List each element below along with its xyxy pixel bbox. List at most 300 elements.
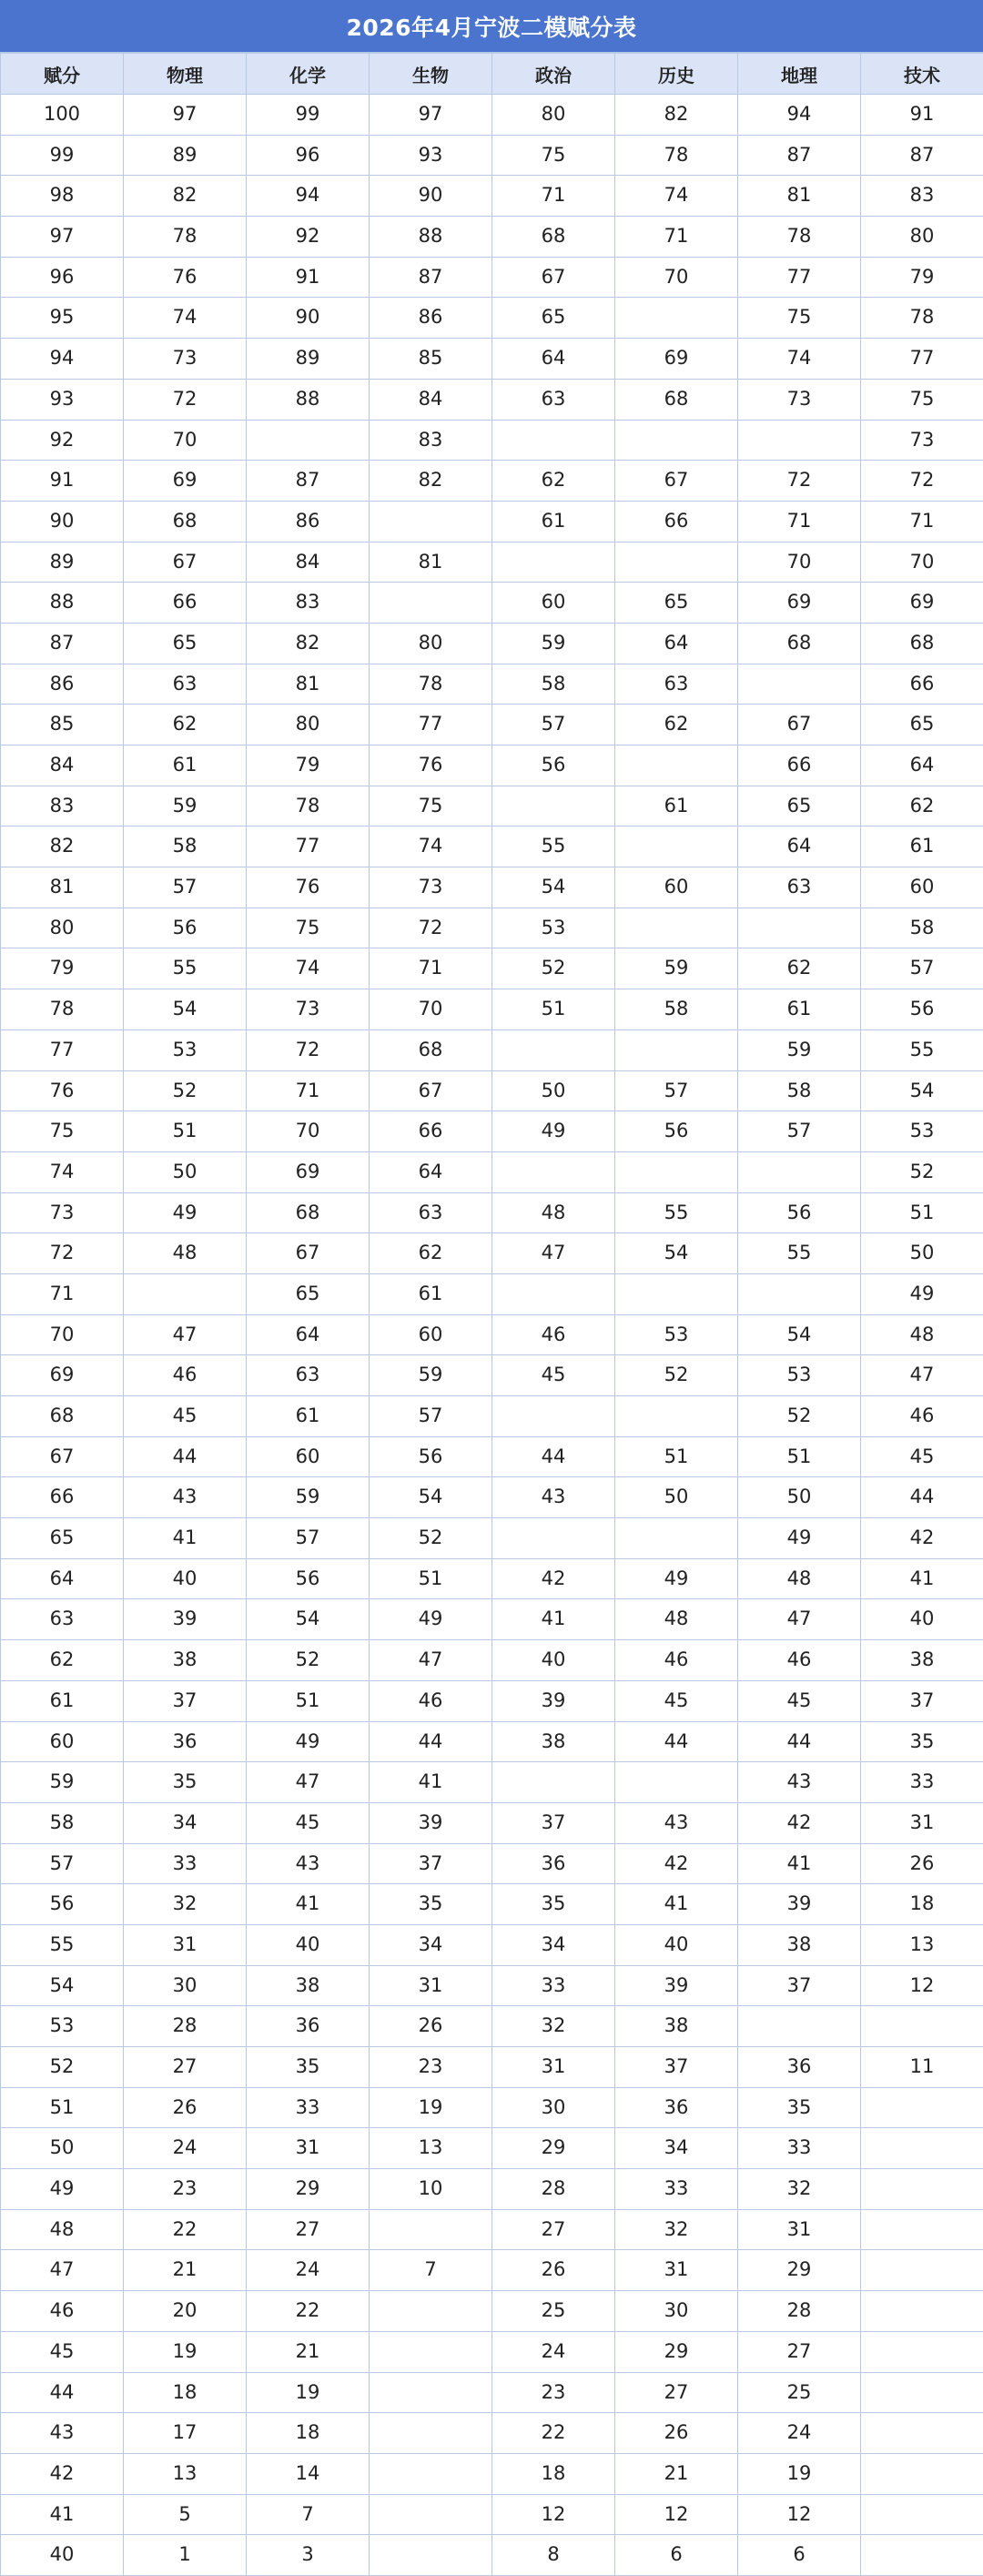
cell-biology: 68 (370, 1029, 492, 1070)
cell-politics: 8 (492, 2535, 615, 2576)
cell-chemistry: 49 (247, 1721, 370, 1762)
column-header-score: 赋分 (1, 54, 124, 95)
cell-history: 37 (615, 2047, 738, 2088)
column-header-chemistry: 化学 (247, 54, 370, 95)
cell-score: 45 (1, 2331, 124, 2372)
cell-technology: 47 (861, 1355, 983, 1396)
cell-politics: 28 (492, 2169, 615, 2210)
cell-biology: 78 (370, 664, 492, 705)
cell-biology: 66 (370, 1111, 492, 1152)
cell-score: 70 (1, 1314, 124, 1355)
cell-score: 55 (1, 1924, 124, 1965)
cell-chemistry: 18 (247, 2413, 370, 2454)
cell-history: 78 (615, 135, 738, 176)
table-row (1, 827, 983, 867)
cell-history: 33 (615, 2169, 738, 2210)
cell-physics: 13 (124, 2453, 247, 2494)
cell-technology: 71 (861, 501, 983, 542)
cell-politics: 64 (492, 339, 615, 380)
cell-score: 90 (1, 501, 124, 542)
table-row (1, 1802, 983, 1843)
cell-history (615, 1029, 738, 1070)
cell-history (615, 1396, 738, 1437)
cell-technology: 70 (861, 542, 983, 583)
cell-geography: 35 (738, 2087, 861, 2128)
cell-technology: 42 (861, 1518, 983, 1559)
cell-score: 82 (1, 827, 124, 867)
cell-score: 62 (1, 1640, 124, 1681)
cell-chemistry: 64 (247, 1314, 370, 1355)
cell-history (615, 745, 738, 786)
cell-physics: 26 (124, 2087, 247, 2128)
cell-score: 96 (1, 257, 124, 298)
cell-chemistry: 75 (247, 908, 370, 948)
cell-chemistry: 74 (247, 948, 370, 989)
cell-chemistry: 29 (247, 2169, 370, 2210)
cell-chemistry: 60 (247, 1436, 370, 1477)
table-row (1, 2413, 983, 2454)
cell-technology: 62 (861, 786, 983, 827)
cell-history: 36 (615, 2087, 738, 2128)
table-row (1, 745, 983, 786)
cell-politics: 68 (492, 217, 615, 258)
cell-geography: 54 (738, 1314, 861, 1355)
cell-history: 27 (615, 2372, 738, 2413)
cell-chemistry: 21 (247, 2331, 370, 2372)
cell-history: 53 (615, 1314, 738, 1355)
cell-score: 77 (1, 1029, 124, 1070)
cell-physics: 50 (124, 1151, 247, 1192)
cell-biology: 62 (370, 1233, 492, 1274)
cell-technology: 46 (861, 1396, 983, 1437)
cell-score: 44 (1, 2372, 124, 2413)
cell-chemistry: 7 (247, 2494, 370, 2535)
cell-biology (370, 2494, 492, 2535)
table-row (1, 420, 983, 461)
cell-technology: 61 (861, 827, 983, 867)
cell-score: 65 (1, 1518, 124, 1559)
cell-politics: 61 (492, 501, 615, 542)
cell-technology: 41 (861, 1558, 983, 1599)
cell-biology: 7 (370, 2250, 492, 2291)
cell-chemistry: 3 (247, 2535, 370, 2576)
cell-politics: 57 (492, 705, 615, 745)
cell-geography: 58 (738, 1070, 861, 1111)
cell-score: 81 (1, 867, 124, 908)
table-row (1, 1680, 983, 1721)
table-row (1, 705, 983, 745)
cell-geography: 29 (738, 2250, 861, 2291)
cell-politics (492, 1029, 615, 1070)
cell-score: 51 (1, 2087, 124, 2128)
cell-technology: 73 (861, 420, 983, 461)
column-header-politics: 政治 (492, 54, 615, 95)
cell-technology (861, 2250, 983, 2291)
cell-history (615, 1151, 738, 1192)
cell-politics: 48 (492, 1192, 615, 1233)
cell-technology: 35 (861, 1721, 983, 1762)
cell-geography: 67 (738, 705, 861, 745)
cell-score: 88 (1, 583, 124, 624)
cell-chemistry: 88 (247, 379, 370, 420)
cell-physics: 63 (124, 664, 247, 705)
cell-technology: 37 (861, 1680, 983, 1721)
cell-chemistry: 54 (247, 1599, 370, 1640)
cell-score: 93 (1, 379, 124, 420)
cell-score: 72 (1, 1233, 124, 1274)
cell-politics (492, 1396, 615, 1437)
table-row (1, 217, 983, 258)
table-row (1, 786, 983, 827)
cell-score: 94 (1, 339, 124, 380)
cell-technology: 87 (861, 135, 983, 176)
cell-physics: 76 (124, 257, 247, 298)
cell-score: 84 (1, 745, 124, 786)
cell-history: 50 (615, 1477, 738, 1518)
cell-politics (492, 542, 615, 583)
cell-technology: 53 (861, 1111, 983, 1152)
cell-physics: 56 (124, 908, 247, 948)
cell-geography: 31 (738, 2209, 861, 2250)
cell-score: 95 (1, 298, 124, 339)
cell-biology (370, 501, 492, 542)
cell-chemistry: 45 (247, 1802, 370, 1843)
cell-chemistry: 73 (247, 989, 370, 1030)
cell-history: 58 (615, 989, 738, 1030)
cell-geography: 81 (738, 176, 861, 217)
cell-biology: 70 (370, 989, 492, 1030)
cell-history: 32 (615, 2209, 738, 2250)
cell-history: 65 (615, 583, 738, 624)
cell-geography: 71 (738, 501, 861, 542)
cell-technology: 11 (861, 2047, 983, 2088)
table-row (1, 135, 983, 176)
table-row (1, 664, 983, 705)
cell-geography: 70 (738, 542, 861, 583)
cell-biology: 84 (370, 379, 492, 420)
header-row (1, 54, 983, 95)
cell-geography: 75 (738, 298, 861, 339)
cell-technology (861, 2087, 983, 2128)
cell-biology: 72 (370, 908, 492, 948)
cell-biology: 90 (370, 176, 492, 217)
cell-score: 89 (1, 542, 124, 583)
cell-history: 6 (615, 2535, 738, 2576)
cell-politics: 67 (492, 257, 615, 298)
cell-politics: 47 (492, 1233, 615, 1274)
cell-politics: 24 (492, 2331, 615, 2372)
cell-geography (738, 1273, 861, 1314)
table-row (1, 867, 983, 908)
cell-physics: 52 (124, 1070, 247, 1111)
table-row (1, 1314, 983, 1355)
cell-biology (370, 2413, 492, 2454)
cell-history: 56 (615, 1111, 738, 1152)
cell-score: 43 (1, 2413, 124, 2454)
table-row (1, 989, 983, 1030)
cell-technology (861, 2209, 983, 2250)
table-row (1, 95, 983, 136)
table-row (1, 583, 983, 624)
cell-physics: 33 (124, 1843, 247, 1884)
cell-biology (370, 2331, 492, 2372)
cell-physics: 38 (124, 1640, 247, 1681)
cell-geography: 19 (738, 2453, 861, 2494)
cell-biology: 13 (370, 2128, 492, 2169)
cell-score: 73 (1, 1192, 124, 1233)
cell-score: 59 (1, 1762, 124, 1803)
table-row (1, 2453, 983, 2494)
cell-score: 42 (1, 2453, 124, 2494)
cell-politics: 51 (492, 989, 615, 1030)
cell-score: 91 (1, 461, 124, 502)
cell-score: 67 (1, 1436, 124, 1477)
cell-biology: 10 (370, 2169, 492, 2210)
cell-geography: 32 (738, 2169, 861, 2210)
table-row (1, 2006, 983, 2047)
cell-history (615, 908, 738, 948)
cell-biology: 97 (370, 95, 492, 136)
cell-biology: 39 (370, 1802, 492, 1843)
cell-politics: 60 (492, 583, 615, 624)
table-row (1, 2169, 983, 2210)
cell-physics: 31 (124, 1924, 247, 1965)
cell-biology: 37 (370, 1843, 492, 1884)
cell-geography (738, 908, 861, 948)
cell-chemistry: 31 (247, 2128, 370, 2169)
cell-technology: 78 (861, 298, 983, 339)
cell-physics: 22 (124, 2209, 247, 2250)
table-row (1, 1924, 983, 1965)
cell-score: 85 (1, 705, 124, 745)
cell-score: 71 (1, 1273, 124, 1314)
cell-politics: 31 (492, 2047, 615, 2088)
cell-score: 75 (1, 1111, 124, 1152)
cell-physics: 82 (124, 176, 247, 217)
cell-physics (124, 1273, 247, 1314)
column-header-geography: 地理 (738, 54, 861, 95)
cell-geography: 28 (738, 2291, 861, 2332)
cell-chemistry: 81 (247, 664, 370, 705)
cell-score: 53 (1, 2006, 124, 2047)
table-row (1, 176, 983, 217)
cell-geography: 25 (738, 2372, 861, 2413)
cell-politics: 44 (492, 1436, 615, 1477)
table-row (1, 1965, 983, 2006)
cell-geography: 87 (738, 135, 861, 176)
table-row (1, 2535, 983, 2576)
cell-politics: 32 (492, 2006, 615, 2047)
cell-politics: 29 (492, 2128, 615, 2169)
cell-geography: 94 (738, 95, 861, 136)
cell-physics: 44 (124, 1436, 247, 1477)
cell-politics: 35 (492, 1884, 615, 1925)
cell-technology: 52 (861, 1151, 983, 1192)
cell-history: 68 (615, 379, 738, 420)
cell-geography: 69 (738, 583, 861, 624)
cell-technology: 33 (861, 1762, 983, 1803)
cell-history: 51 (615, 1436, 738, 1477)
cell-geography (738, 2006, 861, 2047)
cell-biology: 57 (370, 1396, 492, 1437)
cell-biology (370, 2535, 492, 2576)
cell-biology: 87 (370, 257, 492, 298)
cell-biology: 44 (370, 1721, 492, 1762)
cell-geography: 57 (738, 1111, 861, 1152)
cell-chemistry: 76 (247, 867, 370, 908)
cell-physics: 48 (124, 1233, 247, 1274)
cell-history: 55 (615, 1192, 738, 1233)
cell-biology: 47 (370, 1640, 492, 1681)
cell-score: 83 (1, 786, 124, 827)
cell-biology: 82 (370, 461, 492, 502)
cell-history: 59 (615, 948, 738, 989)
cell-physics: 73 (124, 339, 247, 380)
cell-technology: 54 (861, 1070, 983, 1111)
cell-chemistry: 63 (247, 1355, 370, 1396)
cell-technology: 75 (861, 379, 983, 420)
cell-technology (861, 2372, 983, 2413)
cell-physics: 46 (124, 1355, 247, 1396)
cell-physics: 32 (124, 1884, 247, 1925)
table-row (1, 1151, 983, 1192)
cell-physics: 19 (124, 2331, 247, 2372)
cell-score: 48 (1, 2209, 124, 2250)
cell-technology: 69 (861, 583, 983, 624)
cell-biology: 19 (370, 2087, 492, 2128)
column-header-technology: 技术 (861, 54, 983, 95)
table-row (1, 948, 983, 989)
cell-score: 60 (1, 1721, 124, 1762)
cell-geography: 39 (738, 1884, 861, 1925)
cell-chemistry: 56 (247, 1558, 370, 1599)
cell-biology: 52 (370, 1518, 492, 1559)
cell-geography: 66 (738, 745, 861, 786)
table-row (1, 1273, 983, 1314)
cell-politics: 50 (492, 1070, 615, 1111)
cell-chemistry: 87 (247, 461, 370, 502)
cell-history (615, 298, 738, 339)
cell-chemistry: 80 (247, 705, 370, 745)
cell-biology: 75 (370, 786, 492, 827)
cell-biology (370, 583, 492, 624)
cell-chemistry: 72 (247, 1029, 370, 1070)
cell-technology: 48 (861, 1314, 983, 1355)
cell-physics: 45 (124, 1396, 247, 1437)
cell-physics: 21 (124, 2250, 247, 2291)
cell-politics: 52 (492, 948, 615, 989)
cell-physics: 53 (124, 1029, 247, 1070)
cell-biology: 46 (370, 1680, 492, 1721)
cell-biology: 31 (370, 1965, 492, 2006)
cell-score: 87 (1, 623, 124, 664)
cell-history: 62 (615, 705, 738, 745)
table-row (1, 908, 983, 948)
table-row (1, 298, 983, 339)
cell-politics: 30 (492, 2087, 615, 2128)
cell-chemistry: 14 (247, 2453, 370, 2494)
cell-physics: 51 (124, 1111, 247, 1152)
cell-geography: 44 (738, 1721, 861, 1762)
cell-history: 43 (615, 1802, 738, 1843)
cell-history: 69 (615, 339, 738, 380)
cell-biology (370, 2209, 492, 2250)
cell-biology (370, 2372, 492, 2413)
table-row (1, 2372, 983, 2413)
cell-geography: 65 (738, 786, 861, 827)
cell-politics: 55 (492, 827, 615, 867)
table-row (1, 1070, 983, 1111)
cell-history: 54 (615, 1233, 738, 1274)
cell-score: 57 (1, 1843, 124, 1884)
cell-history: 48 (615, 1599, 738, 1640)
cell-score: 99 (1, 135, 124, 176)
table-row (1, 1721, 983, 1762)
cell-politics: 41 (492, 1599, 615, 1640)
cell-geography: 49 (738, 1518, 861, 1559)
cell-politics: 22 (492, 2413, 615, 2454)
cell-physics: 17 (124, 2413, 247, 2454)
cell-technology: 40 (861, 1599, 983, 1640)
cell-chemistry: 94 (247, 176, 370, 217)
cell-geography: 52 (738, 1396, 861, 1437)
cell-physics: 66 (124, 583, 247, 624)
table-row (1, 1029, 983, 1070)
cell-technology: 83 (861, 176, 983, 217)
cell-physics: 67 (124, 542, 247, 583)
cell-geography: 24 (738, 2413, 861, 2454)
cell-chemistry (247, 420, 370, 461)
table-row (1, 501, 983, 542)
cell-history: 70 (615, 257, 738, 298)
cell-chemistry: 43 (247, 1843, 370, 1884)
table-row (1, 2087, 983, 2128)
cell-politics (492, 1518, 615, 1559)
cell-chemistry: 68 (247, 1192, 370, 1233)
cell-technology (861, 2494, 983, 2535)
cell-biology: 56 (370, 1436, 492, 1477)
cell-biology (370, 2453, 492, 2494)
cell-physics: 89 (124, 135, 247, 176)
cell-history: 26 (615, 2413, 738, 2454)
cell-score: 79 (1, 948, 124, 989)
cell-geography: 53 (738, 1355, 861, 1396)
cell-politics: 75 (492, 135, 615, 176)
cell-biology (370, 2291, 492, 2332)
cell-biology: 77 (370, 705, 492, 745)
cell-geography: 68 (738, 623, 861, 664)
cell-politics: 42 (492, 1558, 615, 1599)
cell-history: 44 (615, 1721, 738, 1762)
cell-score: 80 (1, 908, 124, 948)
cell-history (615, 1518, 738, 1559)
cell-score: 56 (1, 1884, 124, 1925)
cell-physics: 1 (124, 2535, 247, 2576)
cell-politics: 56 (492, 745, 615, 786)
cell-biology: 81 (370, 542, 492, 583)
cell-chemistry: 77 (247, 827, 370, 867)
table-row (1, 379, 983, 420)
cell-geography: 77 (738, 257, 861, 298)
cell-score: 98 (1, 176, 124, 217)
table-row (1, 257, 983, 298)
cell-history (615, 542, 738, 583)
cell-score: 97 (1, 217, 124, 258)
cell-chemistry: 79 (247, 745, 370, 786)
cell-physics: 39 (124, 1599, 247, 1640)
cell-chemistry: 71 (247, 1070, 370, 1111)
cell-history: 45 (615, 1680, 738, 1721)
